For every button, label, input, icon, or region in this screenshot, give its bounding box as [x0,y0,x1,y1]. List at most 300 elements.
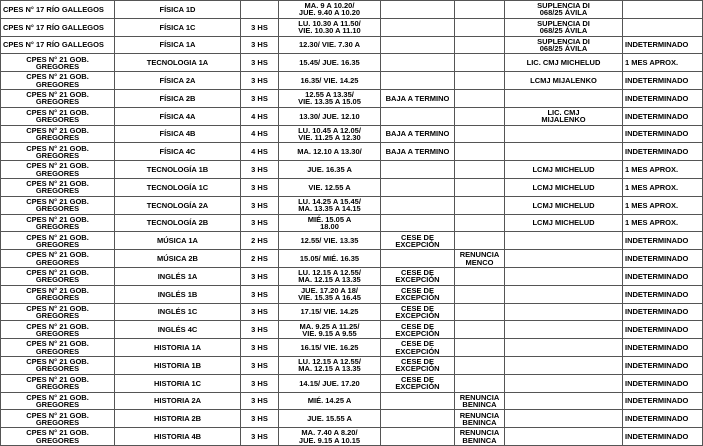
observation-cell-line: EXCEPCIÓN [395,275,440,285]
observation-cell [381,54,455,72]
note-cell [455,374,505,392]
institution-cell [1,410,115,428]
institution-cell [1,125,115,143]
substitute-cell [505,428,623,446]
observation-cell-line: CESE DE [401,339,434,349]
note-cell [455,18,505,36]
schedule-cell-line: 16.35/ VIE. 14.25 [300,75,359,85]
institution-cell-line: GREGORES [35,399,80,409]
institution-cell-line: CPES N° 21 GOB. [26,250,89,260]
observation-cell-line: EXCEPCIÓN [395,328,440,338]
institution-cell [1,143,115,161]
hours-cell [241,214,279,232]
subject-cell [115,1,241,19]
institution-cell-line: CPES N° 17 RÍO GALLEGOS [3,4,104,14]
note-cell [455,143,505,161]
duration-cell-line: INDETERMINADO [625,360,689,370]
institution-cell-line: CPES N° 21 GOB. [26,428,89,438]
hours-cell-line: 3 HS [251,431,268,441]
hours-cell-line: 2 HS [251,253,268,263]
duration-cell-line: INDETERMINADO [625,111,689,121]
substitute-cell [505,125,623,143]
duration-cell [623,214,703,232]
institution-cell-line: GREGORES [35,417,80,427]
duration-cell [623,107,703,125]
table-row [1,356,703,374]
substitute-cell-line: LCMJ MICHELUD [532,200,595,210]
subject-cell-line: HISTORIA 4B [153,431,202,441]
substitute-cell-line: LCMJ MIJALENKO [530,75,597,85]
note-cell-line: RENUNCIA [459,250,500,260]
substitute-cell [505,392,623,410]
institution-cell-line: CPES N° 17 RÍO GALLEGOS [3,22,104,32]
institution-cell [1,303,115,321]
observation-cell [381,339,455,357]
institution-cell-line: CPES N° 21 GOB. [26,232,89,242]
duration-cell-line: 1 MES APROX. [625,200,679,210]
observation-cell [381,374,455,392]
note-cell [455,178,505,196]
observation-cell [381,410,455,428]
substitute-cell [505,214,623,232]
hours-cell [241,321,279,339]
duration-cell-line: INDETERMINADO [625,289,689,299]
schedule-cell-line: 14.15/ JUE. 17.20 [299,378,360,388]
institution-cell-line: GREGORES [35,435,80,445]
hours-cell [241,232,279,250]
subject-cell-line: MÚSICA 2B [157,253,198,263]
note-cell-line: RENUNCIA [459,410,500,420]
duration-cell [623,374,703,392]
note-cell [455,232,505,250]
substitute-cell [505,285,623,303]
institution-cell [1,107,115,125]
schedule-cell-line: 12.30/ VIE. 7.30 A [298,40,360,50]
schedule-cell [279,143,381,161]
substitute-cell [505,232,623,250]
subject-cell [115,72,241,90]
schedule-cell [279,356,381,374]
substitute-cell-line: 068/25 ÁVILA [539,26,588,36]
duration-cell-line: 1 MES APROX. [625,58,679,68]
duration-cell [623,392,703,410]
institution-cell-line: CPES N° 21 GOB. [26,357,89,367]
substitute-cell-line: LCMJ MICHELUD [532,182,595,192]
schedule-cell [279,285,381,303]
subject-cell [115,285,241,303]
subject-cell-line: MÚSICA 1A [157,236,198,246]
table-row [1,339,703,357]
observation-cell-line: BAJA A TERMINO [385,147,450,157]
subject-cell-line: TECNOLOGÍA 2B [146,218,209,228]
hours-cell-line: 3 HS [251,75,268,85]
institution-cell-line: GREGORES [35,61,80,71]
observation-cell [381,392,455,410]
hours-cell [241,374,279,392]
note-cell [455,54,505,72]
subject-cell [115,89,241,107]
duration-cell [623,267,703,285]
note-cell-line: RENUNCIA [459,392,500,402]
subject-cell-line: FÍSICA 1D [159,4,196,14]
subject-cell-line: FÍSICA 4B [159,129,196,139]
substitute-cell-line: SUPLENCIA DI [537,36,590,46]
duration-cell [623,125,703,143]
observation-cell [381,89,455,107]
schedule-cell [279,374,381,392]
table-row [1,321,703,339]
subject-cell [115,321,241,339]
institution-cell-line: GREGORES [35,328,80,338]
observation-cell-line: CESE DE [401,285,434,295]
subject-cell [115,303,241,321]
subject-cell-line: HISTORIA 1C [153,378,202,388]
substitute-cell [505,72,623,90]
duration-cell [623,232,703,250]
substitute-cell [505,356,623,374]
schedule-cell-line: 16.15/ VIE. 16.25 [300,342,359,352]
observation-cell [381,1,455,19]
hours-cell-line: 3 HS [251,396,268,406]
note-cell [455,410,505,428]
table-row [1,178,703,196]
subject-cell [115,250,241,268]
schedule-cell-line: JUE. 9.40 A 10.20 [298,8,361,18]
institution-cell-line: CPES N° 21 GOB. [26,54,89,64]
hours-cell-line: 3 HS [251,342,268,352]
substitute-cell [505,54,623,72]
observation-cell-line: EXCEPCIÓN [395,364,440,374]
table-row [1,214,703,232]
substitute-cell [505,143,623,161]
note-cell [455,1,505,19]
note-cell [455,72,505,90]
note-cell [455,356,505,374]
subject-cell-line: INGLÉS 4C [157,325,198,335]
institution-cell-line: GREGORES [35,150,80,160]
subject-cell-line: TECNOLOGÍA 1C [146,182,209,192]
table-row [1,161,703,179]
schedule-cell-line: MIÉ. 15.05 A [307,214,352,224]
hours-cell-line: 3 HS [251,22,268,32]
schedule-cell [279,161,381,179]
institution-cell-line: CPES N° 21 GOB. [26,90,89,100]
duration-cell-line: INDETERMINADO [625,342,689,352]
subject-cell-line: TECNOLOGÍA 2A [146,200,209,210]
table-row [1,410,703,428]
duration-cell [623,428,703,446]
duration-cell-line: INDETERMINADO [625,325,689,335]
substitute-cell [505,250,623,268]
institution-cell-line: GREGORES [35,257,80,267]
schedule-cell [279,72,381,90]
hours-cell [241,143,279,161]
schedule-cell-line: 18.00 [320,221,339,231]
duration-cell-line: INDETERMINADO [625,431,689,441]
institution-cell-line: CPES N° 21 GOB. [26,268,89,278]
schedule-cell [279,18,381,36]
schedule-cell-line: 13.30/ JUE. 12.10 [299,111,360,121]
institution-cell-line: CPES N° 21 GOB. [26,392,89,402]
note-cell [455,267,505,285]
institution-cell-line: GREGORES [35,310,80,320]
observation-cell [381,214,455,232]
institution-cell [1,285,115,303]
hours-cell [241,410,279,428]
subject-cell-line: TECNOLOGÍA 1B [146,164,209,174]
duration-cell-line: 1 MES APROX. [625,218,679,228]
institution-cell-line: CPES N° 21 GOB. [26,321,89,331]
schedule-cell [279,89,381,107]
schedule-cell [279,303,381,321]
schedule-cell-line: LU. 10.30 A 11.50/ [298,18,361,28]
substitute-cell-line: 068/25 ÁVILA [539,43,588,53]
table-row [1,125,703,143]
subject-cell [115,374,241,392]
schedule-cell [279,196,381,214]
duration-cell-line: INDETERMINADO [625,396,689,406]
duration-cell-line: 1 MES APROX. [625,182,679,192]
schedule-cell-line: MA. 12.10 A 13.30/ [297,147,362,157]
note-cell [455,339,505,357]
hours-cell-line: 3 HS [251,414,268,424]
hours-cell-line: 3 HS [251,289,268,299]
institution-cell-line: CPES N° 17 RÍO GALLEGOS [3,40,104,50]
schedule-cell [279,178,381,196]
hours-cell [241,178,279,196]
hours-cell [241,36,279,54]
duration-cell [623,54,703,72]
hours-cell-line: 4 HS [251,111,268,121]
table-row [1,1,703,19]
institution-cell-line: GREGORES [35,293,80,303]
institution-cell-line: GREGORES [35,97,80,107]
substitute-cell [505,196,623,214]
institution-cell [1,321,115,339]
note-cell-line: BENINCA [462,417,497,427]
substitute-cell [505,303,623,321]
subject-cell-line: HISTORIA 1B [153,360,202,370]
hours-cell-line: 3 HS [251,58,268,68]
observation-cell-line: EXCEPCIÓN [395,310,440,320]
substitute-cell-line: LIC. CMJ MICHELUD [526,58,601,68]
subject-cell [115,161,241,179]
duration-cell [623,339,703,357]
schedule-cell [279,267,381,285]
schedule-cell-line: MA. 9.25 A 11.25/ [299,321,360,331]
table-row [1,267,703,285]
observation-cell-line: EXCEPCIÓN [395,382,440,392]
subject-cell-line: HISTORIA 2B [153,414,202,424]
observation-cell [381,250,455,268]
schedule-cell-line: MA. 7.40 A 8.20/ [301,428,358,438]
hours-cell-line: 3 HS [251,271,268,281]
hours-cell [241,339,279,357]
institution-cell [1,232,115,250]
duration-cell [623,285,703,303]
subject-cell [115,392,241,410]
duration-cell-line: INDETERMINADO [625,93,689,103]
institution-cell [1,196,115,214]
schedule-cell-line: MA. 13.35 A 14.15 [298,204,361,214]
observation-cell [381,125,455,143]
institution-cell [1,178,115,196]
hours-cell [241,107,279,125]
hours-cell [241,285,279,303]
subject-cell [115,196,241,214]
note-cell-line: RENUNCIA [459,428,500,438]
observation-cell [381,161,455,179]
substitute-cell-line: SUPLENCIA DI [537,18,590,28]
duration-cell-line: INDETERMINADO [625,253,689,263]
institution-cell-line: GREGORES [35,221,80,231]
schedule-cell-line: LU. 14.25 A 15.45/ [298,196,361,206]
schedule-cell-line: MA. 12.15 A 13.35 [298,275,361,285]
note-cell-line: BENINCA [462,399,497,409]
institution-cell-line: CPES N° 21 GOB. [26,125,89,135]
schedule-cell [279,1,381,19]
note-cell [455,161,505,179]
schedule-cell-line: 12.55/ VIE. 13.35 [300,236,359,246]
subject-cell-line: INGLÉS 1C [157,307,198,317]
institution-cell [1,72,115,90]
institution-cell-line: CPES N° 21 GOB. [26,107,89,117]
table-row [1,143,703,161]
table-row [1,72,703,90]
institution-cell-line: GREGORES [35,132,80,142]
substitute-cell [505,161,623,179]
subject-cell [115,18,241,36]
note-cell [455,36,505,54]
schedule-cell-line: JUE. 15.55 A [307,414,352,424]
substitute-cell-line: MIJALENKO [541,115,586,125]
table-row [1,250,703,268]
observation-cell [381,321,455,339]
observation-cell-line: BAJA A TERMINO [385,129,450,139]
subject-cell [115,410,241,428]
schedule-cell-line: JUE. 9.15 A 10.15 [298,435,361,445]
hours-cell-line: 3 HS [251,218,268,228]
schedule-cell-line: 17.15/ VIE. 14.25 [300,307,359,317]
schedule-cell [279,232,381,250]
hours-cell-line: 3 HS [251,164,268,174]
observation-cell-line: BAJA A TERMINO [385,93,450,103]
table-row [1,392,703,410]
observation-cell [381,356,455,374]
observation-cell [381,107,455,125]
hours-cell [241,392,279,410]
institution-cell-line: CPES N° 21 GOB. [26,72,89,82]
substitute-cell-line: SUPLENCIA DI [537,1,590,11]
schedule-cell [279,392,381,410]
schedule-cell-line: VIE. 13.35 A 15.05 [298,97,361,107]
duration-cell [623,178,703,196]
institution-cell [1,267,115,285]
note-cell-line: MENCO [465,257,494,267]
observation-cell [381,72,455,90]
institution-cell [1,339,115,357]
table-row [1,107,703,125]
subject-cell-line: INGLÉS 1A [157,271,198,281]
table-row [1,303,703,321]
note-cell [455,196,505,214]
institution-cell-line: CPES N° 21 GOB. [26,374,89,384]
hours-cell [241,89,279,107]
note-cell [455,125,505,143]
institution-cell-line: GREGORES [35,79,80,89]
schedule-cell [279,125,381,143]
table-row [1,285,703,303]
duration-cell-line: INDETERMINADO [625,40,689,50]
schedule-cell-line: VIE. 10.30 A 11.10 [298,26,361,36]
duration-cell [623,161,703,179]
table-row [1,36,703,54]
schedule-cell-line: LU. 12.15 A 12.55/ [298,357,361,367]
institution-cell-line: CPES N° 21 GOB. [26,143,89,153]
hours-cell [241,72,279,90]
observation-cell-line: CESE DE [401,268,434,278]
duration-cell-line: INDETERMINADO [625,307,689,317]
hours-cell-line: 4 HS [251,129,268,139]
subject-cell-line: INGLÉS 1B [157,289,198,299]
institution-cell [1,250,115,268]
observation-cell [381,303,455,321]
schedule-cell-line: VIE. 15.35 A 16.45 [298,293,361,303]
schedule-cell [279,339,381,357]
observation-cell-line: EXCEPCIÓN [395,239,440,249]
hours-cell-line: 3 HS [251,40,268,50]
hours-cell [241,1,279,19]
schedule-cell-line: 15.05/ MIÉ. 16.35 [299,253,360,263]
schedule-cell [279,321,381,339]
institution-cell-line: GREGORES [35,115,80,125]
institution-cell [1,18,115,36]
subject-cell [115,356,241,374]
duration-cell [623,410,703,428]
institution-cell-line: CPES N° 21 GOB. [26,214,89,224]
note-cell [455,392,505,410]
institution-cell [1,89,115,107]
note-cell [455,428,505,446]
schedule-cell-line: VIE. 9.15 A 9.55 [302,328,357,338]
substitute-cell [505,18,623,36]
substitute-cell [505,178,623,196]
schedule-cell [279,428,381,446]
hours-cell-line: 3 HS [251,360,268,370]
note-cell [455,303,505,321]
subject-cell [115,267,241,285]
schedule-cell [279,36,381,54]
schedule-cell-line: MIÉ. 14.25 A [307,396,352,406]
duration-cell-line: INDETERMINADO [625,414,689,424]
table-row [1,18,703,36]
institution-cell [1,54,115,72]
institution-cell-line: CPES N° 21 GOB. [26,196,89,206]
observation-cell [381,178,455,196]
table-row [1,196,703,214]
subject-cell-line: HISTORIA 2A [153,396,202,406]
duration-cell [623,18,703,36]
schedule-cell-line: JUE. 17.20 A 18/ [301,285,358,295]
subject-cell [115,214,241,232]
note-cell [455,214,505,232]
substitute-cell-line: LIC. CMJ [547,107,580,117]
table-row [1,232,703,250]
institution-cell [1,214,115,232]
substitute-cell [505,107,623,125]
institution-cell [1,374,115,392]
subject-cell [115,232,241,250]
